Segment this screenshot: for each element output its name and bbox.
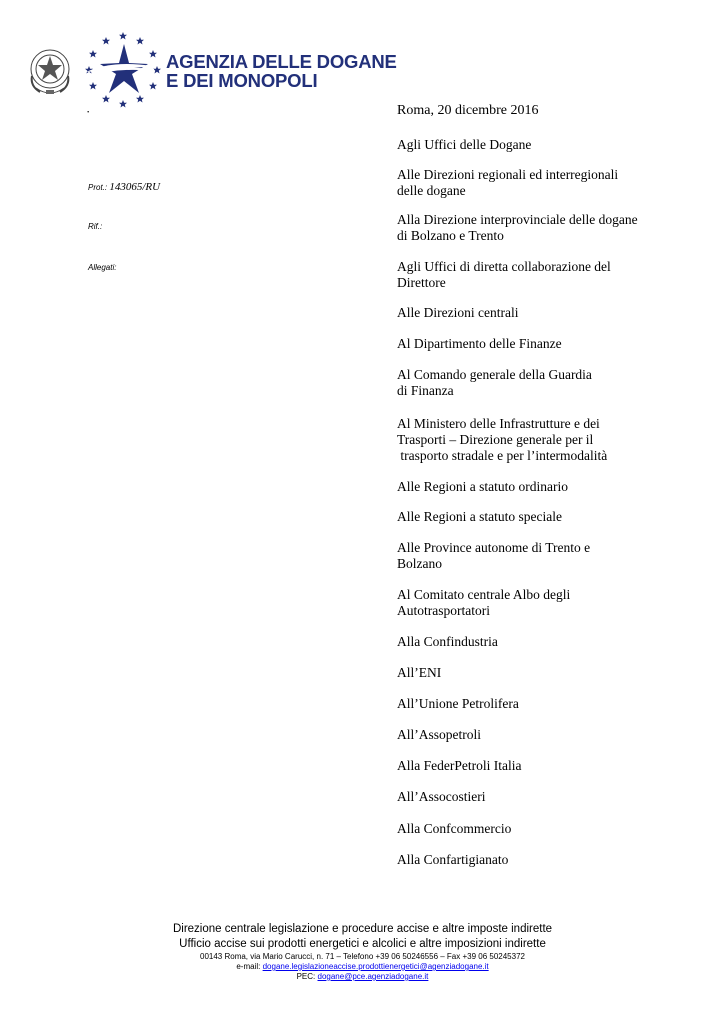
recipient-line: Alle Regioni a statuto ordinario: [397, 479, 568, 494]
footer-office: Ufficio accise sui prodotti energetici e alcolici e altre imposizioni indirette: [179, 938, 546, 950]
recipient-line: All’Assocostieri: [397, 789, 486, 804]
protocol-label: Prot.:: [88, 183, 108, 192]
recipient-line: Alle Regioni a statuto speciale: [397, 509, 562, 524]
recipient-line: Trasporti – Direzione generale per il: [397, 432, 594, 447]
recipient-item: [397, 137, 531, 153]
recipient-item: [397, 479, 568, 495]
recipient-item: [397, 696, 519, 712]
recipient-item: [397, 789, 486, 805]
reference-label: Rif.:: [88, 222, 103, 231]
recipient-line: All’ENI: [397, 665, 442, 680]
recipient-line: Al Comando generale della Guardia: [397, 367, 592, 382]
recipient-line: Bolzano: [397, 556, 442, 571]
recipient-line: Alla Confcommercio: [397, 821, 512, 836]
recipient-item: [397, 727, 481, 743]
footer-email-label: e-mail:: [236, 962, 261, 971]
agency-name-line2: E DEI MONOPOLI: [166, 70, 318, 91]
recipient-line: Agli Uffici di diretta collaborazione del: [397, 259, 611, 274]
recipient-item: [397, 212, 638, 244]
star-with-ring-of-stars-icon: [82, 30, 164, 110]
recipient-item: [397, 259, 611, 291]
recipient-item: [397, 587, 570, 619]
recipient-line: delle dogane: [397, 183, 466, 198]
leading-mark: ·: [86, 104, 91, 119]
footer: [0, 922, 725, 982]
recipient-line: Alle Direzioni centrali: [397, 305, 519, 320]
recipient-line: trasporto stradale e per l’intermodalità: [397, 448, 608, 463]
recipient-item: [397, 665, 441, 681]
recipient-line: Autotrasportatori: [397, 603, 490, 618]
recipient-item: [397, 758, 521, 774]
recipient-item: [397, 634, 498, 650]
recipient-item: [397, 540, 590, 572]
recipient-item: [397, 167, 618, 199]
recipient-item: [397, 509, 562, 525]
letter-date: Roma, 20 dicembre 2016: [397, 103, 539, 118]
recipient-line: All’Unione Petrolifera: [397, 696, 519, 711]
recipient-line: Alla Confartigianato: [397, 852, 509, 867]
footer-pec-label: PEC:: [296, 972, 316, 981]
italian-republic-emblem-icon: [26, 44, 74, 98]
footer-email-row: [0, 962, 725, 972]
recipient-line: Agli Uffici delle Dogane: [397, 137, 532, 152]
recipient-item: [397, 821, 511, 837]
footer-email-link[interactable]: dogane.legislazioneaccise.prodottienergetici@agenziadogane.it: [262, 962, 489, 971]
protocol-value: 143065/RU: [109, 181, 161, 193]
recipient-line: Direttore: [397, 275, 446, 290]
recipient-item: [397, 367, 592, 399]
reference-field: [88, 222, 102, 231]
agency-name: [166, 52, 397, 90]
attachments-label: Allegati:: [88, 263, 117, 272]
recipient-line: di Finanza: [397, 383, 454, 398]
agency-name-line1: AGENZIA DELLE DOGANE: [166, 51, 397, 72]
recipient-line: Alla FederPetroli Italia: [397, 758, 522, 773]
recipient-line: Al Dipartimento delle Finanze: [397, 336, 562, 351]
recipient-item: [397, 852, 508, 868]
recipient-item: [397, 416, 607, 464]
recipient-line: Alle Direzioni regionali ed interregionali: [397, 167, 619, 182]
recipient-item: [397, 336, 562, 352]
footer-pec-row: [0, 972, 725, 982]
footer-address: 00143 Roma, via Mario Carucci, n. 71 – Telefono +39 06 50246556 – Fax +39 06 50245372: [200, 952, 525, 961]
recipient-line: di Bolzano e Trento: [397, 228, 504, 243]
recipient-line: Alla Direzione interprovinciale delle dogane: [397, 212, 638, 227]
recipient-line: Alla Confindustria: [397, 634, 498, 649]
footer-directorate: Direzione centrale legislazione e procedure accise e altre imposte indirette: [172, 923, 553, 935]
footer-pec-link[interactable]: dogane@pce.agenziadogane.it: [317, 972, 429, 981]
protocol-field: [88, 181, 160, 193]
recipient-line: Al Comitato centrale Albo degli: [397, 587, 571, 602]
recipient-line: Alle Province autonome di Trento e: [397, 540, 591, 555]
recipient-item: [397, 305, 518, 321]
recipient-line: Al Ministero delle Infrastrutture e dei: [397, 416, 600, 431]
recipient-line: All’Assopetroli: [397, 727, 481, 742]
attachments-field: [88, 263, 116, 272]
